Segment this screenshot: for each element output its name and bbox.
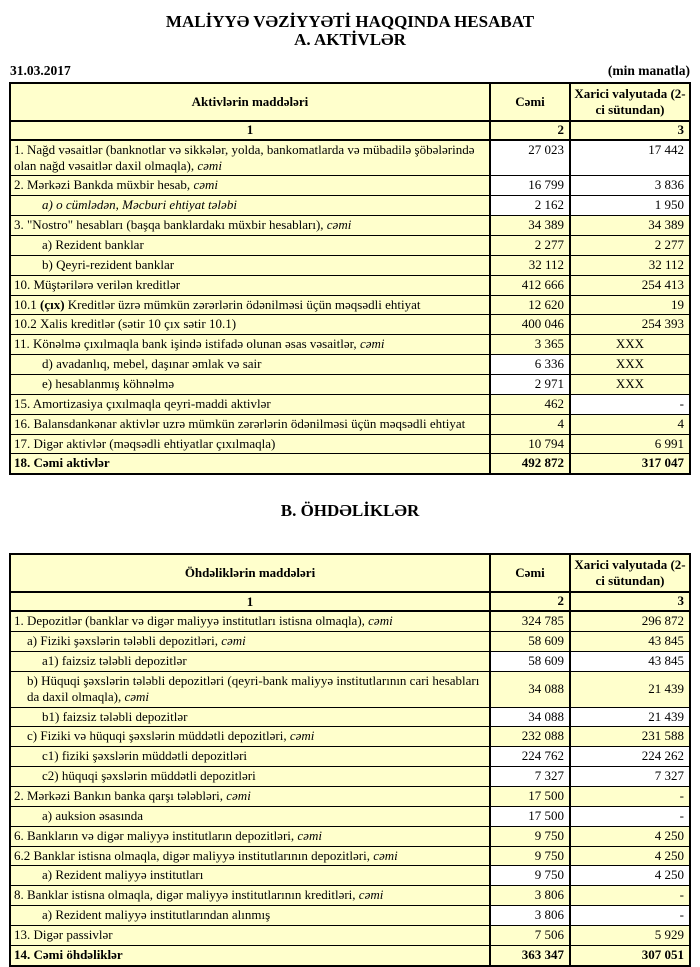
row-label-cell: 11. Könəlmə çıxılmaqla bank işində istifadə olunan əsas vəsaitlər, cəmi — [10, 335, 490, 355]
row-label-cell: 8. Banklar istisna olmaqla, digər maliyyə institutlarının kreditləri, cəmi — [10, 886, 490, 906]
total-value-cell: 58 609 — [490, 632, 570, 652]
assets-table — [9, 82, 691, 476]
row-label-cell: 10. Müştərilərə verilən kreditlər — [10, 275, 490, 295]
table-row — [10, 235, 690, 255]
col-number-1: 1 — [10, 592, 490, 611]
fx-value-cell: 5 929 — [570, 926, 690, 946]
total-value-cell: 2 971 — [490, 375, 570, 395]
liabilities-fx-header: Xarici valyutada (2-ci sütundan) — [570, 554, 690, 592]
fx-value-cell: 32 112 — [570, 255, 690, 275]
row-label-cell: 6.2 Banklar istisna olmaqla, digər maliyyə institutlarının depozitləri, cəmi — [10, 846, 490, 866]
fx-value-cell: 43 845 — [570, 632, 690, 652]
total-value-cell: 12 620 — [490, 295, 570, 315]
fx-value-cell: - — [570, 806, 690, 826]
assets-numbering-row — [10, 121, 690, 140]
total-value-cell: 27 023 — [490, 140, 570, 176]
row-label-cell: a) o cümlədən, Məcburi ehtiyat tələbi — [10, 196, 490, 216]
fx-value-cell: 2 277 — [570, 235, 690, 255]
table-row — [10, 216, 690, 236]
fx-value-cell: 4 250 — [570, 846, 690, 866]
row-label-cell: 2. Mərkəzi Bankda müxbir hesab, cəmi — [10, 176, 490, 196]
row-label-cell: 6. Bankların və digər maliyyə institutların depozitləri, cəmi — [10, 826, 490, 846]
table-row — [10, 414, 690, 434]
table-row — [10, 140, 690, 176]
section-b-title: B. ÖHDƏLİKLƏR — [280, 501, 420, 521]
total-value-cell: 34 088 — [490, 671, 570, 707]
fx-value-cell: 21 439 — [570, 671, 690, 707]
total-value-cell: 16 799 — [490, 176, 570, 196]
row-label-cell: 3. "Nostro" hesabları (başqa banklardakı müxbir hesabları), cəmi — [10, 216, 490, 236]
total-value-cell: 7 506 — [490, 926, 570, 946]
row-label-cell: c2) hüquqi şəxslərin müddətli depozitləri — [10, 767, 490, 787]
table-row — [10, 826, 690, 846]
fx-value-cell: 254 393 — [570, 315, 690, 335]
table-row — [10, 255, 690, 275]
fx-value-cell: 231 588 — [570, 727, 690, 747]
table-row — [10, 652, 690, 672]
table-row — [10, 787, 690, 807]
fx-value-cell: 4 — [570, 414, 690, 434]
row-label-cell: c) Fiziki və hüquqi şəxslərin müddətli depozitləri, cəmi — [10, 727, 490, 747]
row-label-cell: 13. Digər passivlər — [10, 926, 490, 946]
fx-value-cell: 317 047 — [570, 454, 690, 474]
fx-value-cell: - — [570, 906, 690, 926]
total-value-cell: 462 — [490, 394, 570, 414]
liabilities-header-row — [10, 554, 690, 592]
fx-value-cell: 4 250 — [570, 826, 690, 846]
fx-value-cell: 307 051 — [570, 945, 690, 965]
table-row — [10, 632, 690, 652]
section-a-title: A. AKTİVLƏR — [294, 29, 406, 49]
col-number-1: 1 — [10, 121, 490, 140]
row-label-cell: a) Rezident maliyyə institutları — [10, 866, 490, 886]
fx-value-cell: 254 413 — [570, 275, 690, 295]
fx-value-cell: - — [570, 886, 690, 906]
row-label-cell: 1. Depozitlər (banklar və digər maliyyə institutları istisna olmaqla), cəmi — [10, 611, 490, 631]
table-row — [10, 454, 690, 474]
row-label-cell: a1) faizsiz tələbli depozitlər — [10, 652, 490, 672]
total-value-cell: 3 365 — [490, 335, 570, 355]
table-row — [10, 394, 690, 414]
assets-items-header: Aktivlərin maddələri — [10, 83, 490, 121]
total-value-cell: 363 347 — [490, 945, 570, 965]
table-row — [10, 315, 690, 335]
total-value-cell: 3 806 — [490, 906, 570, 926]
table-row — [10, 945, 690, 965]
fx-value-cell: 19 — [570, 295, 690, 315]
total-value-cell: 17 500 — [490, 806, 570, 826]
fx-value-cell: 3 836 — [570, 176, 690, 196]
table-row — [10, 275, 690, 295]
row-label-cell: 18. Cəmi aktivlər — [10, 454, 490, 474]
row-label-cell: b) Hüquqi şəxslərin tələbli depozitləri (qeyri-bank maliyyə institutlarının cari hesabları da daxil olmaqla), cəmi — [10, 671, 490, 707]
table-row — [10, 707, 690, 727]
meta-row — [10, 63, 690, 79]
table-row — [10, 846, 690, 866]
fx-value-cell: 17 442 — [570, 140, 690, 176]
col-number-3: 3 — [570, 121, 690, 140]
fx-value-cell: 7 327 — [570, 767, 690, 787]
total-value-cell: 9 750 — [490, 866, 570, 886]
assets-total-header: Cəmi — [490, 83, 570, 121]
fx-value-cell: 224 262 — [570, 747, 690, 767]
row-label-cell: b) Qeyri-rezident banklar — [10, 255, 490, 275]
row-label-cell: 15. Amortizasiya çıxılmaqla qeyri-maddi aktivlər — [10, 394, 490, 414]
table-row — [10, 611, 690, 631]
fx-value-cell: 6 991 — [570, 434, 690, 454]
liabilities-table — [9, 553, 691, 966]
fx-value-cell: XXX — [570, 375, 690, 395]
col-number-2: 2 — [490, 121, 570, 140]
liabilities-numbering-row — [10, 592, 690, 611]
fx-value-cell: 43 845 — [570, 652, 690, 672]
fx-value-cell: 1 950 — [570, 196, 690, 216]
col-number-2: 2 — [490, 592, 570, 611]
row-label-cell: a) auksion əsasında — [10, 806, 490, 826]
fx-value-cell: 21 439 — [570, 707, 690, 727]
total-value-cell: 2 162 — [490, 196, 570, 216]
total-value-cell: 492 872 — [490, 454, 570, 474]
table-row — [10, 906, 690, 926]
table-row — [10, 375, 690, 395]
unit-note: (min manatla) — [607, 62, 690, 78]
row-label-cell: e) hesablanmış köhnəlmə — [10, 375, 490, 395]
assets-fx-header: Xarici valyutada (2-ci sütundan) — [570, 83, 690, 121]
assets-header-row — [10, 83, 690, 121]
fx-value-cell: 34 389 — [570, 216, 690, 236]
col-number-3: 3 — [570, 592, 690, 611]
total-value-cell: 324 785 — [490, 611, 570, 631]
report-title: MALİYYƏ VƏZİYYƏTİ HAQQINDA HESABAT — [165, 12, 535, 31]
row-label-cell: 16. Balansdankənar aktivlər uzrə mümkün zərərlərin ödənilməsi üçün məqsədli ehtiyat — [10, 414, 490, 434]
table-row — [10, 671, 690, 707]
table-row — [10, 196, 690, 216]
total-value-cell: 9 750 — [490, 826, 570, 846]
table-row — [10, 295, 690, 315]
total-value-cell: 6 336 — [490, 355, 570, 375]
table-row — [10, 767, 690, 787]
table-row — [10, 727, 690, 747]
total-value-cell: 412 666 — [490, 275, 570, 295]
total-value-cell: 9 750 — [490, 846, 570, 866]
total-value-cell: 34 088 — [490, 707, 570, 727]
table-row — [10, 866, 690, 886]
total-value-cell: 17 500 — [490, 787, 570, 807]
total-value-cell: 58 609 — [490, 652, 570, 672]
row-label-cell: b1) faizsiz tələbli depozitlər — [10, 707, 490, 727]
row-label-cell: 17. Digər aktivlər (məqsədli ehtiyatlar çıxılmaqla) — [10, 434, 490, 454]
fx-value-cell: XXX — [570, 355, 690, 375]
row-label-cell: 1. Nağd vəsaitlər (banknotlar və sikkələr, yolda, bankomatlarda və mübadilə şöbələrində olan nağd vəsaitlər daxil olmaqla), cəmi — [10, 140, 490, 176]
table-row — [10, 747, 690, 767]
table-row — [10, 886, 690, 906]
fx-value-cell: 4 250 — [570, 866, 690, 886]
total-value-cell: 32 112 — [490, 255, 570, 275]
row-label-cell: a) Rezident maliyyə institutlarından alınmış — [10, 906, 490, 926]
total-value-cell: 3 806 — [490, 886, 570, 906]
table-row — [10, 806, 690, 826]
table-row — [10, 355, 690, 375]
total-value-cell: 7 327 — [490, 767, 570, 787]
liabilities-total-header: Cəmi — [490, 554, 570, 592]
total-value-cell: 224 762 — [490, 747, 570, 767]
fx-value-cell: - — [570, 394, 690, 414]
row-label-cell: a) Rezident banklar — [10, 235, 490, 255]
report-date: 31.03.2017 — [10, 62, 71, 78]
row-label-cell: a) Fiziki şəxslərin tələbli depozitləri, cəmi — [10, 632, 490, 652]
row-label-cell: 14. Cəmi öhdəliklər — [10, 945, 490, 965]
total-value-cell: 400 046 — [490, 315, 570, 335]
fx-value-cell: - — [570, 787, 690, 807]
table-row — [10, 335, 690, 355]
total-value-cell: 4 — [490, 414, 570, 434]
row-label-cell: d) avadanlıq, mebel, daşınar əmlak və sair — [10, 355, 490, 375]
table-row — [10, 176, 690, 196]
total-value-cell: 232 088 — [490, 727, 570, 747]
row-label-cell: 10.1 (çıx) Kreditlər üzrə mümkün zərərlərin ödənilməsi üçün məqsədli ehtiyat — [10, 295, 490, 315]
fx-value-cell: XXX — [570, 335, 690, 355]
row-label-cell: c1) fiziki şəxslərin müddətli depozitləri — [10, 747, 490, 767]
total-value-cell: 34 389 — [490, 216, 570, 236]
total-value-cell: 10 794 — [490, 434, 570, 454]
table-row — [10, 434, 690, 454]
row-label-cell: 10.2 Xalis kreditlər (sətir 10 çıx sətir 10.1) — [10, 315, 490, 335]
row-label-cell: 2. Mərkəzi Bankın banka qarşı tələbləri, cəmi — [10, 787, 490, 807]
fx-value-cell: 296 872 — [570, 611, 690, 631]
liabilities-items-header: Öhdəliklərin maddələri — [10, 554, 490, 592]
total-value-cell: 2 277 — [490, 235, 570, 255]
